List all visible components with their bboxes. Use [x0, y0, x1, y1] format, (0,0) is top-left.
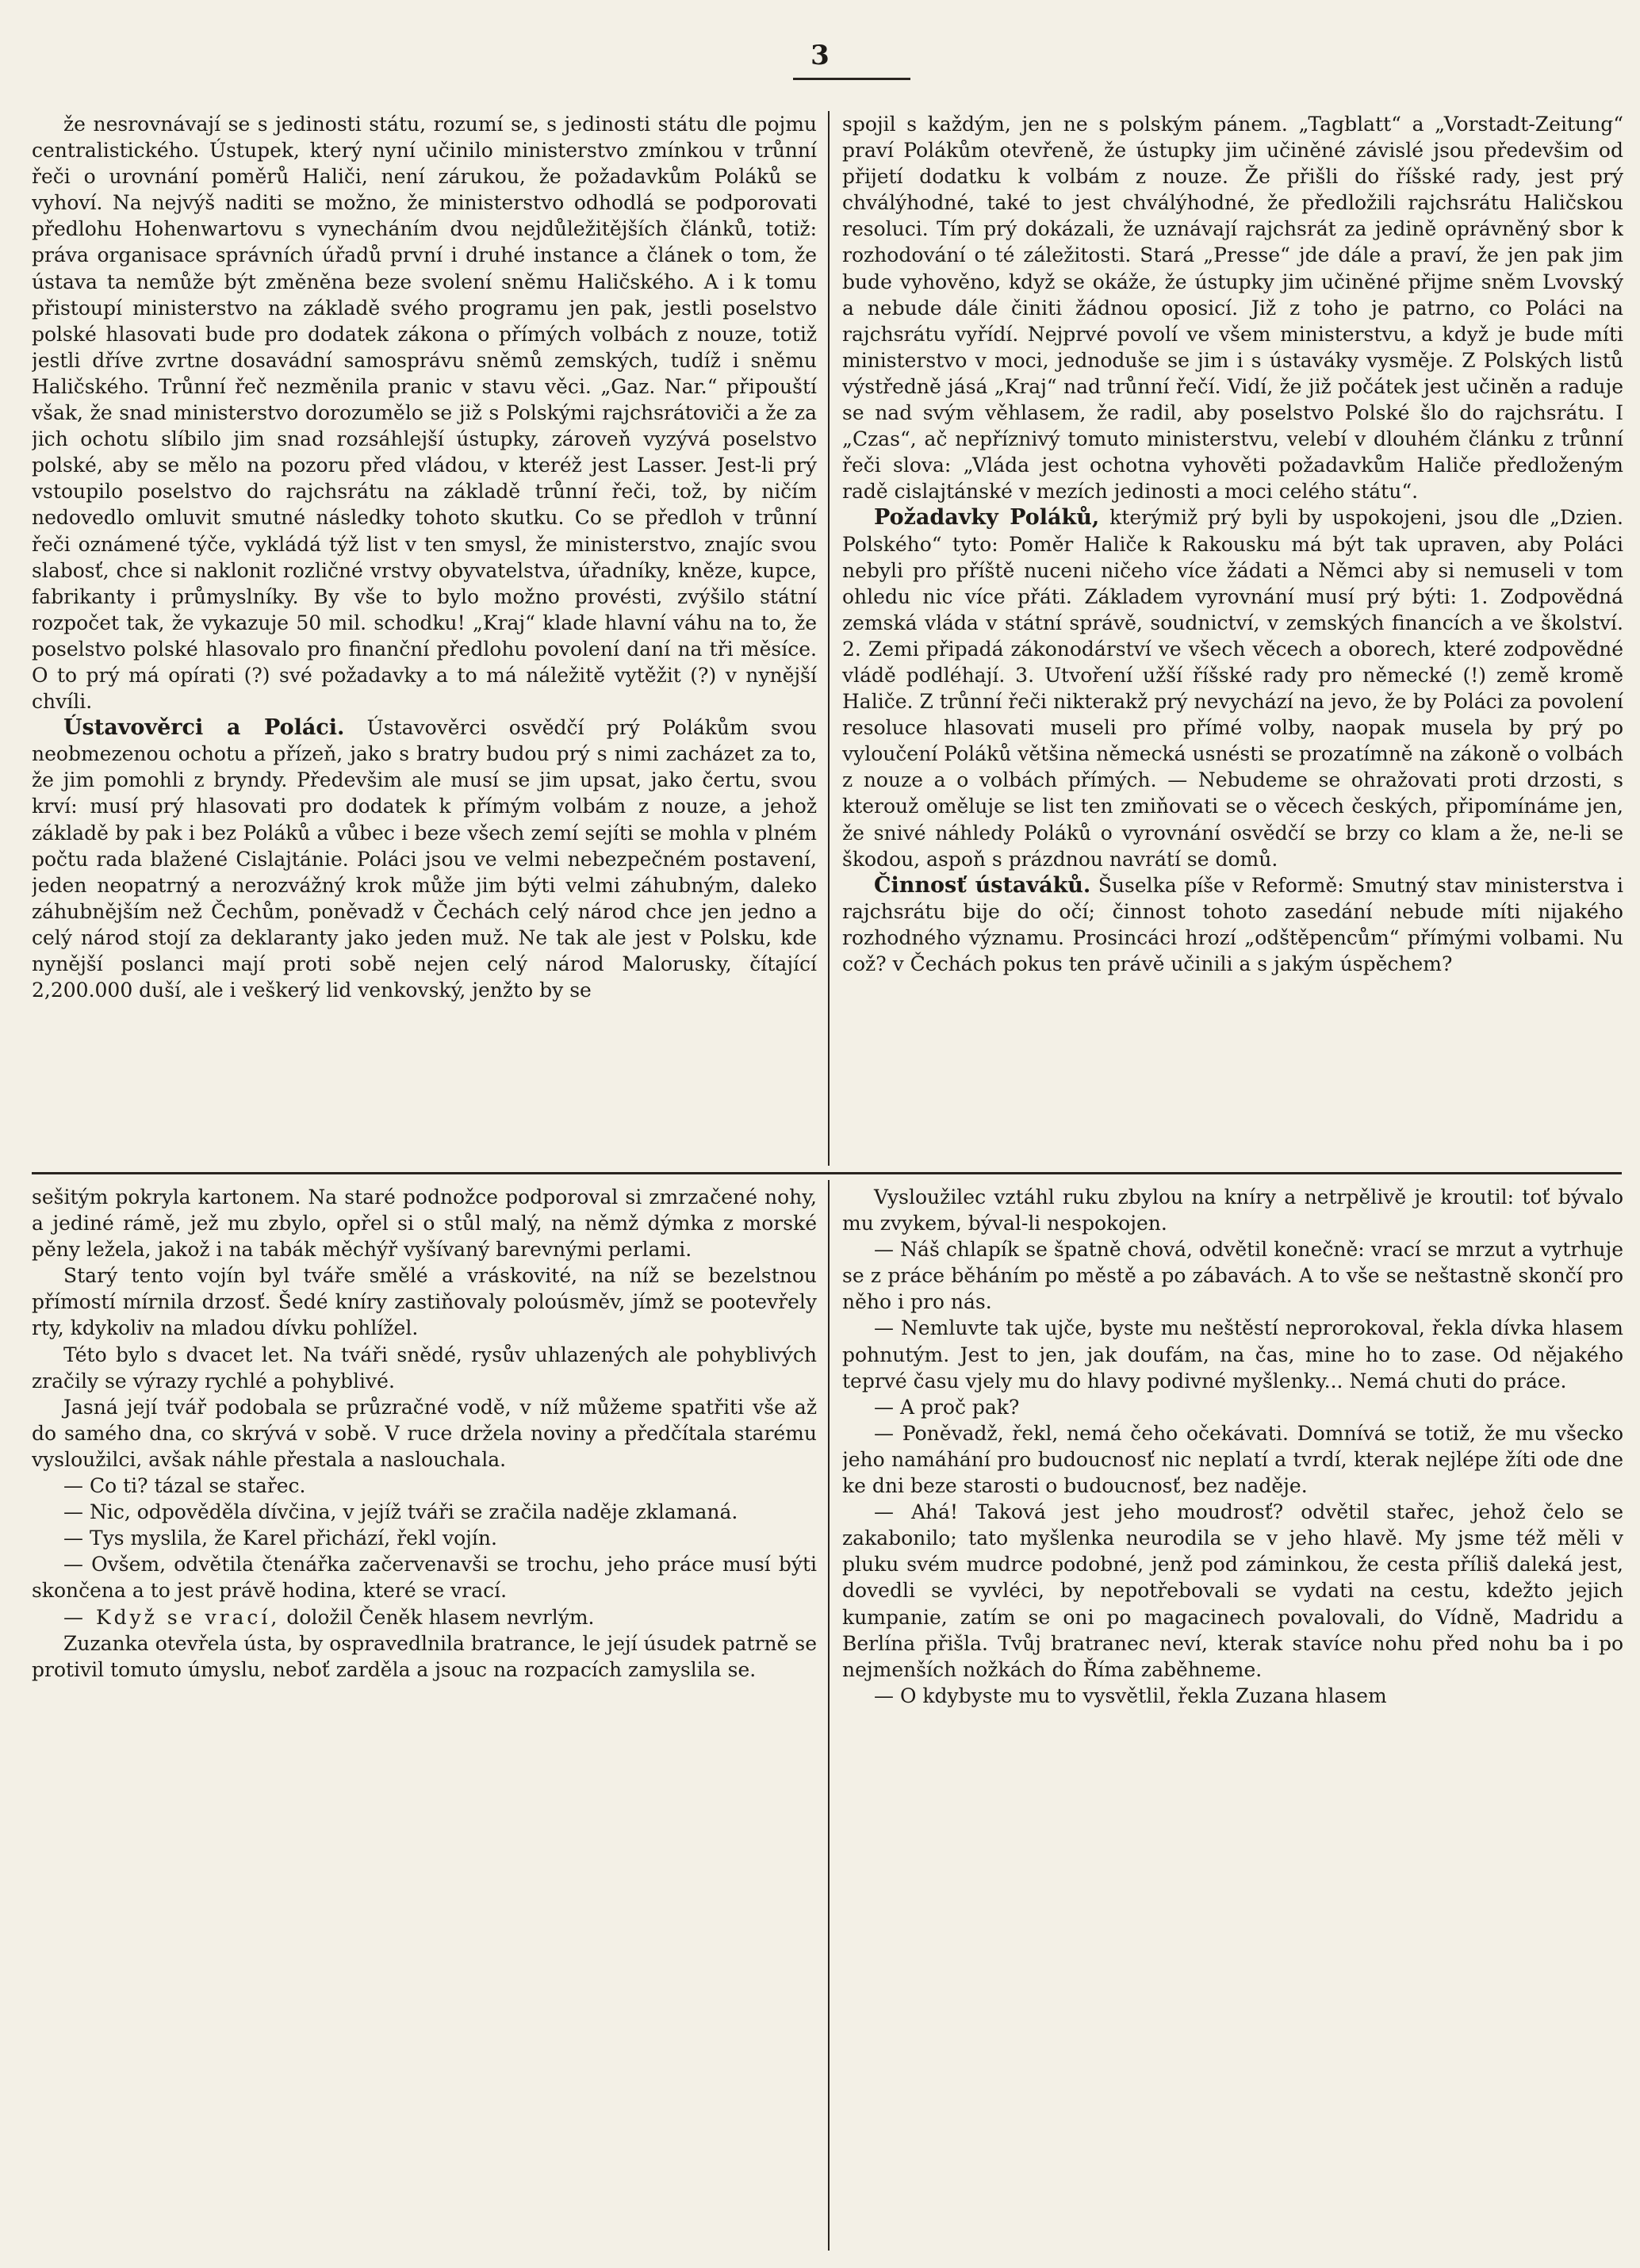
page-number: 3 — [810, 40, 830, 71]
paragraph — [842, 111, 1623, 504]
paragraph — [842, 1394, 1623, 1420]
paragraph — [32, 1342, 817, 1394]
paragraph — [842, 1184, 1623, 1236]
paragraph — [32, 714, 817, 1003]
paragraph — [32, 1473, 817, 1499]
paragraph — [32, 1184, 817, 1262]
paragraph — [842, 1420, 1623, 1499]
bottom-column-divider — [828, 1180, 830, 2251]
bottom-left-column — [32, 1184, 817, 2247]
header-rule — [793, 78, 910, 80]
paragraph — [32, 1262, 817, 1341]
paragraph-text: Ústavověrci osvědčí prý Polákům svou neobmezenou ochotu a přízeň, jako s bratry budou prý s nimi zacházet za to, že jim pomohli z bryndy. Předevšim ale musí se jim upsat, jako čertu, svou krví: musí prý hlasovati pro dodatek k přímým volbám z nouze, a jehož základě by pak i bez Poláků a vůbec i beze všech zemí sejíti se mohla v plném počtu rada blažené Cislajtánie. Poláci jsou ve velmi nebezpečném postavení, jeden neopatrný a nerozvážný krok může jim býti velmi záhubným, daleko záhubnějším než Čechům, poněvadž v Čechách celý národ chce jen jedno a celý národ stojí za deklaranty jako jeden muž. Ne tak ale jest v Polsku, kde nynější poslanci mají proti sobě nejen celý národ Malorusky, čítající 2,200.000 duší, ale i veškerý lid venkovský, jenžto by se — [32, 716, 817, 1002]
bottom-right-column — [842, 1184, 1623, 2247]
paragraph — [32, 1604, 817, 1630]
paragraph — [32, 1499, 817, 1525]
paragraph-text: že nesrovnávají se s jedinosti státu, rozumí se, s jedinosti státu dle pojmu centralistického. Ústupek, který nyní učinilo ministerstvo zmínkou v trůnní řeči o urovnání poměrů Haliči, není zárukou, že požadavkům Poláků se vyhoví. Na nejvýš naditi se možno, že ministerstvo odhodlá se podporovati předlohu Hohenwartovu s vynecháním dvou nejdůležitějších článků, totiž: práva organisace správních úřadů první i druhé instance a článek o tom, že ústava ta nemůže být změněna beze svolení sněmu Haličského. A i k tomu přistoupí ministerstvo na základě svého programu jen pak, jestli poselstvo polské hlasovati bude pro dodatek zákona o přímých volbách z nouze, totiž jestli dříve zvrtne dosavádní samosprávu sněmů zemských, tudíž i sněmu Haličského. Trůnní řeč nezměnila pranic v stavu věci. „Gaz. Nar.“ připouští však, že snad ministerstvo dorozumělo se již s Polskými rajchsrátoviči a že za jich ochotu slíbilo jim snad rozsáhlejší ústupky, zároveň vyzývá poselstvo polské, aby se mělo na pozoru před vládou, v kteréž jest Lasser. Jest-li prý vstoupilo poselstvo do rajchsrátu na základě trůnní řeči, tož, by ničím nedovedlo omluvit smutné následky tohoto skutku. Co se předloh v trůnní řeči oznámené týče, vykládá týž list v ten smysl, že ministerstvo, znajíc svou slabosť, chce si naklonit rozličné vrstvy obyvatelstva, úřadníky, kněze, kupce, fabrikanty i průmyslníky. By vše to bylo možno provésti, zvýšilo státní rozpočet tak, že vykazuje 50 mil. schodku! „Kraj“ klade hlavní váhu na to, že poselstvo polské hlasovalo pro finanční předlohu povolení daní na tři měsíce. O to prý má opírati (?) své požadavky a to má náležitě vytěžit (?) v nynější chvíli. — [32, 113, 817, 714]
paragraph — [842, 1315, 1623, 1393]
paragraph-lead: Požadavky Poláků, — [874, 505, 1100, 531]
paragraph-text: kterýmiž prý byli by uspokojeni, jsou dle „Dzien. Polského“ tyto: Poměr Haliče k Rakousku má být tak upraven, aby Poláci nebyli pro příště nuceni ničeho více žádati a Němci aby si nemuseli v tom ohledu nic více přáti. Základem vyrovnání musí prý býti: 1. Zodpovědná zemská vláda v státní správě, soudnictví, v zemských financích a ve školství. 2. Zemi připadá zákonodárství ve všech věcech a oborech, které zodpovědné vládě podléhají. 3. Utvoření užší říšské rady pro německé (!) země kromě Haliče. Z trůnní řeči nikterakž prý nevychází na jevo, že by Poláci za povolení resoluce hlasovati museli pro přímé volby, naopak musela by prý po vyloučení Poláků většina německá usnésti se prozatímně na zákoně o volbách z nouze a o volbách přímých. — Nebudeme se ohražovati proti drzosti, s kterouž oměluje se list ten zmiňovati se o věcech českých, připomínáme jen, že snivé náhledy Poláků o vyrovnání osvědčí se brzy co klam a že, ne-li se škodou, aspoň s prázdnou navrátí se domů. — [842, 506, 1623, 871]
paragraph — [842, 504, 1623, 872]
top-left-column — [32, 111, 817, 1170]
section-rule — [32, 1172, 1622, 1174]
paragraph — [32, 1394, 817, 1473]
paragraph-text: — Ovšem, odvětila čtenářka začervenavši se trochu, jeho práce musí býti skončena a to jest právě hodina, které se vrací. — [32, 1553, 817, 1603]
paragraph — [842, 1236, 1623, 1315]
paragraph-text: Šuselka píše v Reformě: Smutný stav ministerstva i rajchsrátu bije do očí; činnost tohoto zasedání nebude míti nijakého rozhodného významu. Prosincáci hrozí „odštěpencům“ přímými volbami. Nu což? v Čechách pokus ten právě učinili a s jakým úspěchem? — [842, 873, 1623, 975]
paragraph — [32, 1630, 817, 1683]
paragraph — [842, 1499, 1623, 1683]
paragraph — [32, 1551, 817, 1603]
top-right-column — [842, 111, 1623, 1170]
paragraph-text: Zuzanka otevřela ústa, by ospravedlnila bratrance, le její úsudek patrně se protivil tomuto úmyslu, neboť zarděla a jsouc na rozpacích zamyslila se. — [32, 1631, 817, 1681]
paragraph-text: — A proč pak? — [874, 1395, 1020, 1419]
paragraph — [842, 872, 1623, 977]
paragraph-text: sešitým pokryla kartonem. Na staré podnožce podporoval si zmrzačené nohy, a jediné rámě, jež mu zbylo, opřel si o stůl malý, na němž dýmka z morské pěny ležela, jakož i na tabák měchýř vyšívaný barevnými perlami. — [32, 1186, 817, 1262]
paragraph — [32, 1525, 817, 1551]
paragraph-text: Této bylo s dvacet let. Na tváři snědé, rysův uhlazených ale pohyblivých zračily se výrazy rychlé a pohyblivé. — [32, 1343, 817, 1393]
paragraph-text: — Nic, odpověděla dívčina, v jejíž tváři se zračila naděje zklamaná. — [63, 1500, 738, 1524]
paragraph-text: Jasná její tvář podobala se průzračné vodě, v níž můžeme spatřiti vše až do samého dna, co skrývá v sobě. V ruce držela noviny a předčítala starému vysloužilci, avšak náhle přestala a naslouchala. — [32, 1395, 817, 1471]
paragraph-lead: Ústavověrci a Poláci. — [63, 715, 345, 741]
paragraph — [32, 111, 817, 714]
paragraph-text: — Ahá! Taková jest jeho moudrosť? odvětil stařec, jehož čelo se zakabonilo; tato myšlenka neurodila se v jeho hlavě. My jsme též měli v pluku svém mudrce podobné, jenž pod záminkou, že cesta příliš daleká jest, dovedli se vyvléci, by nepotřebovali se vydati na cestu, kdežto jejich kumpanie, zatím se oni po magacinech povalovali, do Vídně, Madridu a Berlína přišla. Tvůj bratranec neví, kterak stavíce nohu před nohu ba i po nejmenších nožkách do Říma zaběhneme. — [842, 1500, 1623, 1681]
paragraph-text: Starý tento vojín byl tváře smělé a vráskovité, na níž se bezelstnou přímostí mírnila drzosť. Šedé kníry zastiňovaly poloúsměv, jímž se pootevřely rty, kdykoliv na mladou dívku pohlížel. — [32, 1264, 817, 1340]
paragraph-text: — Poněvadž, řekl, nemá čeho očekávati. Domnívá se totiž, že mu všecko jeho namáhání pro budoucnosť nic neplatí a tvrdí, kterak nejlépe žíti ode dne ke dni beze starosti o budoucnosť, bez naděje. — [842, 1421, 1623, 1498]
paragraph-text: doložil Čeněk hlasem nevrlým. — [280, 1605, 595, 1629]
paragraph-lead: — Když se vrací, — [63, 1605, 281, 1629]
paragraph-text: spojil s každým, jen ne s polským pánem. „Tagblatt“ a „Vorstadt-Zeitung“ praví Polákům otevřeně, že ústupky jim učiněné závislé jsou předevšim od přijetí dodatku k volbám z nouze. Že přišli do říšské rady, jest prý chválýhodné, také to jest chválýhodné, že předložili rajchsrátu Haličskou resoluci. Tím prý dokázali, že uznávají rajchsrát za jedině oprávněný sbor k rozhodování o té záležitosti. Stará „Presse“ jde dále a praví, že jen pak jim bude vyhověno, když se okáže, že ústupky jim učiněné přijme sněm Lvovský a nebude dále činiti žádnou oposicí. Již z toho je patrno, co Poláci na rajchsrátu vyřídí. Nejprvé povolí ve všem ministerstvu, a když je bude míti ministerstvo v moci, jednoduše se jim i s ústaváky vysměje. Z Polských listů výstředně jásá „Kraj“ nad trůnní řečí. Vidí, že již počátek jest učiněn a raduje se nad svým věhlasem, že radil, aby poselstvo Polské šlo do rajchsrátu. I „Czas“, ač nepříznivý tomuto ministerstvu, velebí v dlouhém článku z trůnní řeči slova: „Vláda jest ochotna vyhověti požadavkům Haliče předloženým radě cislajtánské v mezích jedinosti a moci celého státu“. — [842, 113, 1623, 504]
paragraph-text: Vysloužilec vztáhl ruku zbylou na kníry a netrpělivě je kroutil: toť bývalo mu zvykem, býval-li nespokojen. — [842, 1186, 1623, 1236]
paragraph-text: — Náš chlapík se špatně chová, odvětil konečně: vrací se mrzut a vytrhuje se z práce běháním po městě a po zábavách. A to vše se neštastně skončí pro něho i pro nás. — [842, 1238, 1623, 1314]
top-column-divider — [828, 111, 830, 1166]
paragraph — [842, 1683, 1623, 1709]
paragraph-lead: Činnosť ústaváků. — [874, 872, 1091, 898]
paragraph-text: — O kdybyste mu to vysvětlil, řekla Zuzana hlasem — [874, 1684, 1387, 1707]
paragraph-text: — Co ti? tázal se stařec. — [63, 1474, 306, 1498]
paragraph-text: — Nemluvte tak ujče, byste mu neštěstí neprorokoval, řekla dívka hlasem pohnutým. Jest to jen, jak doufám, na čas, mine ho to zase. Od nějakého teprvé času vjely mu do hlavy podivné myšlenky... Nemá chuti do práce. — [842, 1316, 1623, 1393]
paragraph-text: — Tys myslila, že Karel přichází, řekl vojín. — [63, 1527, 497, 1550]
